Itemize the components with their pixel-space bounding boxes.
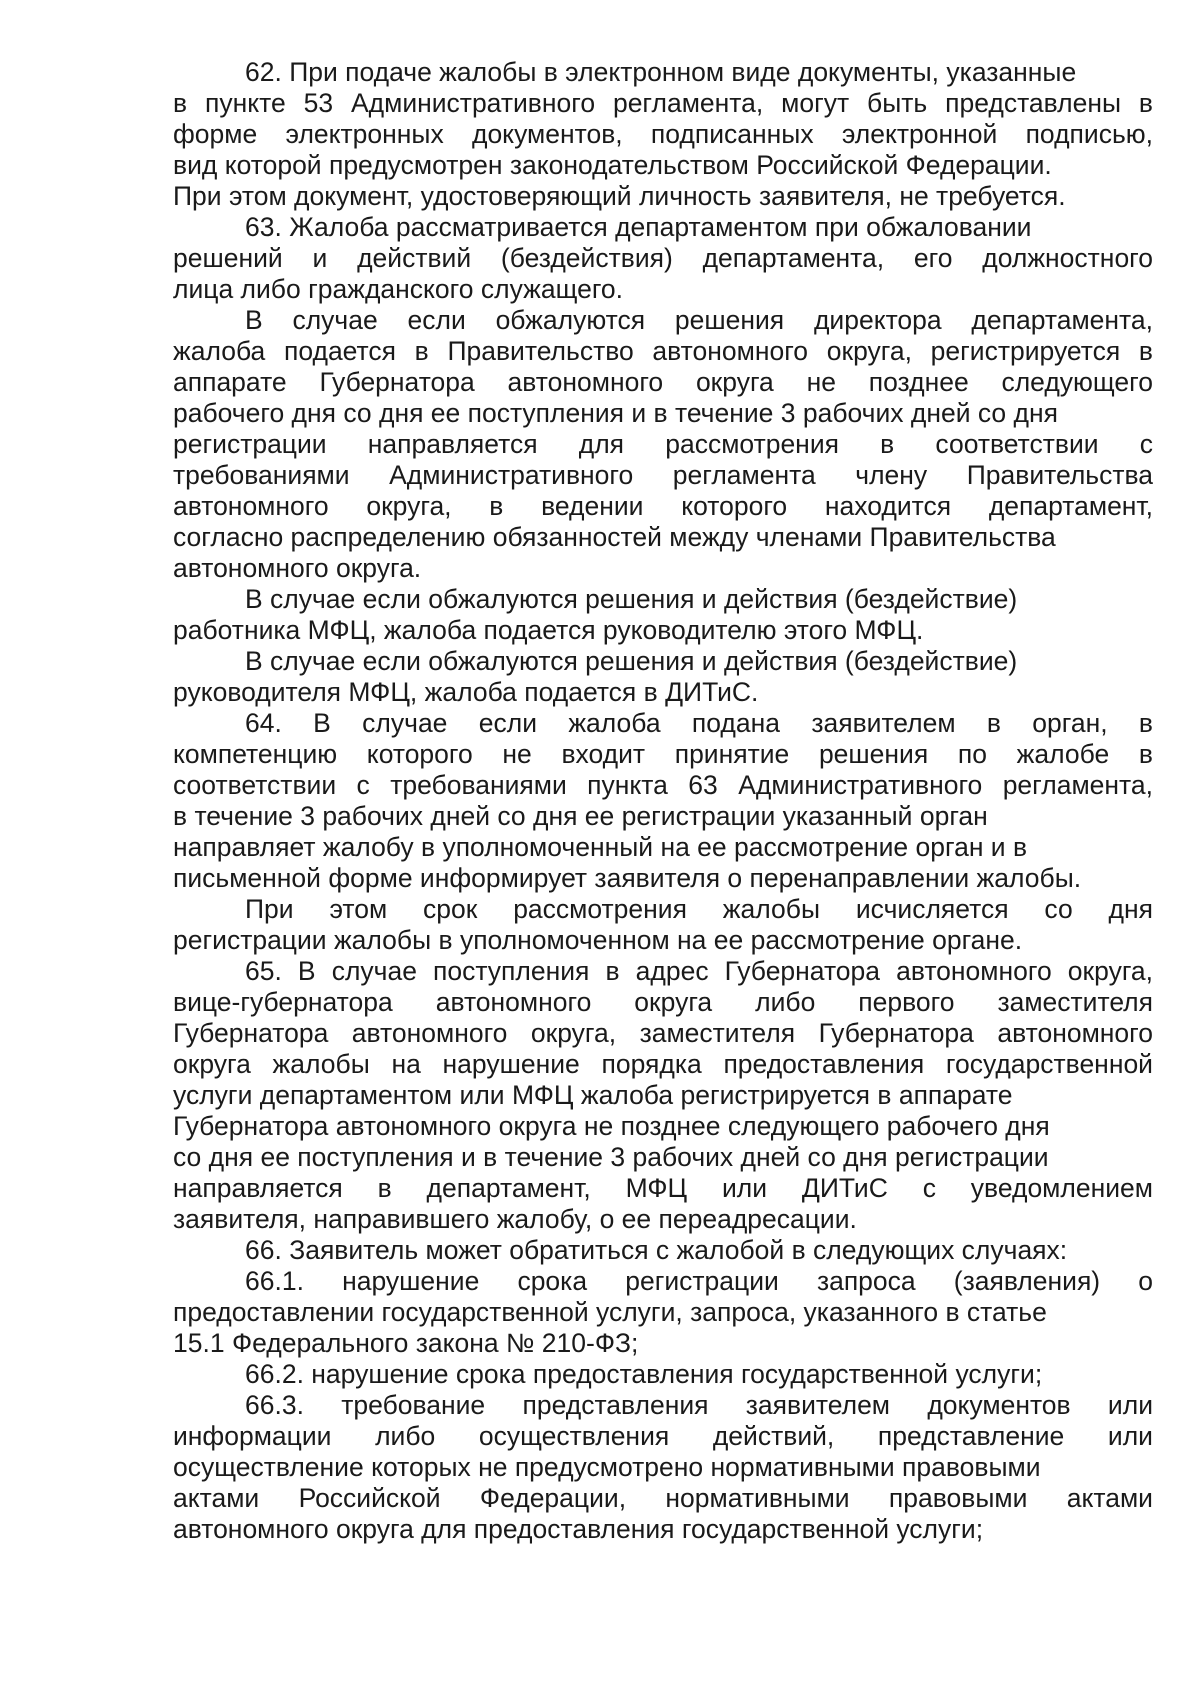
paragraph-director-complaint (173, 305, 1153, 584)
text-line: 62. При подаче жалобы в электронном виде документы, указанные (245, 57, 1077, 87)
paragraph-mfc-employee (173, 584, 1153, 646)
paragraph-66-3 (173, 1390, 1153, 1545)
text-line: 15.1 Федерального закона № 210-ФЗ; (173, 1328, 639, 1358)
text-line: 66.1. нарушение срока регистрации запроса (заявления) о (245, 1266, 1153, 1296)
text-line: При этом документ, удостоверяющий личность заявителя, не требуется. (173, 181, 1066, 211)
text-line: со дня ее поступления и в течение 3 рабочих дней со дня регистрации (173, 1142, 1049, 1172)
text-line: компетенцию которого не входит принятие решения по жалобе в (173, 739, 1153, 769)
text-line: соответствии с требованиями пункта 63 Административного регламента, (173, 770, 1153, 800)
text-line: форме электронных документов, подписанных электронной подписью, (173, 119, 1153, 149)
text-line: 65. В случае поступления в адрес Губернатора автономного округа, (245, 956, 1153, 986)
paragraph-review-period (173, 894, 1153, 956)
text-line: в течение 3 рабочих дней со дня ее регистрации указанный орган (173, 801, 988, 831)
text-line: осуществление которых не предусмотрено нормативными правовыми (173, 1452, 1041, 1482)
text-line: письменной форме информирует заявителя о перенаправлении жалобы. (173, 863, 1082, 893)
paragraph-63 (173, 212, 1153, 305)
text-line: информации либо осуществления действий, представление или (173, 1421, 1153, 1451)
paragraph-66 (173, 1235, 1153, 1266)
text-line: Губернатора автономного округа, заместителя Губернатора автономного (173, 1018, 1153, 1048)
text-line: автономного округа для предоставления государственной услуги; (173, 1514, 984, 1544)
paragraph-62 (173, 57, 1153, 212)
text-line: работника МФЦ, жалоба подается руководителю этого МФЦ. (173, 615, 924, 645)
text-line: вид которой предусмотрен законодательством Российской Федерации. (173, 150, 1052, 180)
text-line: направляет жалобу в уполномоченный на ее рассмотрение орган и в (173, 832, 1028, 862)
text-line: 64. В случае если жалоба подана заявителем в орган, в (245, 708, 1153, 738)
paragraph-66-1 (173, 1266, 1153, 1359)
text-line: 66. Заявитель может обратиться с жалобой в следующих случаях: (245, 1235, 1068, 1265)
text-line: лица либо гражданского служащего. (173, 274, 624, 304)
text-line: жалоба подается в Правительство автономного округа, регистрируется в (173, 336, 1153, 366)
text-line: решений и действий (бездействия) департамента, его должностного (173, 243, 1153, 273)
text-line: заявителя, направившего жалобу, о ее переадресации. (173, 1204, 857, 1234)
text-line: В случае если обжалуются решения и действия (бездействие) (245, 646, 1018, 676)
text-line: руководителя МФЦ, жалоба подается в ДИТиС. (173, 677, 759, 707)
text-line: В случае если обжалуются решения директора департамента, (245, 305, 1153, 335)
text-line: актами Российской Федерации, нормативными правовыми актами (173, 1483, 1153, 1513)
text-line: 66.3. требование представления заявителем документов или (245, 1390, 1153, 1420)
text-line: В случае если обжалуются решения и действия (бездействие) (245, 584, 1018, 614)
text-line: регистрации направляется для рассмотрения в соответствии с (173, 429, 1153, 459)
paragraph-65 (173, 956, 1153, 1235)
text-line: направляется в департамент, МФЦ или ДИТиС с уведомлением (173, 1173, 1153, 1203)
document-body (173, 57, 1153, 1545)
text-line: рабочего дня со дня ее поступления и в течение 3 рабочих дней со дня (173, 398, 1058, 428)
text-line: 63. Жалоба рассматривается департаментом при обжаловании (245, 212, 1032, 242)
text-line: вице-губернатора автономного округа либо первого заместителя (173, 987, 1153, 1017)
text-line: автономного округа. (173, 553, 422, 583)
paragraph-66-2 (173, 1359, 1153, 1390)
text-line: автономного округа, в ведении которого находится департамент, (173, 491, 1153, 521)
text-line: в пункте 53 Административного регламента, могут быть представлены в (173, 88, 1153, 118)
text-line: предоставлении государственной услуги, запроса, указанного в статье (173, 1297, 1047, 1327)
text-line: регистрации жалобы в уполномоченном на ее рассмотрение органе. (173, 925, 1023, 955)
text-line: аппарате Губернатора автономного округа не позднее следующего (173, 367, 1153, 397)
text-line: При этом срок рассмотрения жалобы исчисляется со дня (245, 894, 1153, 924)
text-line: Губернатора автономного округа не позднее следующего рабочего дня (173, 1111, 1050, 1141)
text-line: 66.2. нарушение срока предоставления государственной услуги; (245, 1359, 1043, 1389)
text-line: требованиями Административного регламента члену Правительства (173, 460, 1153, 490)
text-line: округа жалобы на нарушение порядка предоставления государственной (173, 1049, 1153, 1079)
paragraph-mfc-head (173, 646, 1153, 708)
text-line: согласно распределению обязанностей между членами Правительства (173, 522, 1056, 552)
text-line: услуги департаментом или МФЦ жалоба регистрируется в аппарате (173, 1080, 1013, 1110)
paragraph-64 (173, 708, 1153, 894)
